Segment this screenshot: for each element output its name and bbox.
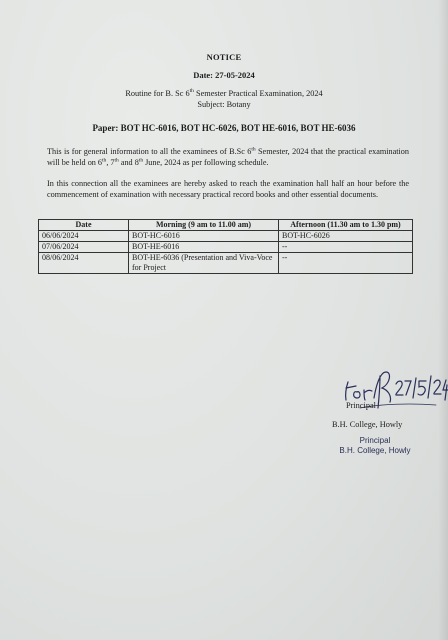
subject-line: Subject: Botany	[197, 100, 251, 109]
para1-d: and 8	[118, 158, 139, 167]
table-row	[39, 231, 413, 242]
routine-sup: th	[189, 88, 194, 95]
stamp-line1: Principal	[359, 436, 391, 445]
instruction-paragraph: In this connection all the examinees are hereby asked to reach the examination hall half an hour before the commencement of examination with necessary practical record books and other essential documents.	[47, 179, 409, 199]
cell-morning: BOT-HE-6036 (Presentation and Viva-Voce for Project	[129, 253, 279, 274]
notice-date: Date: 27-05-2024	[193, 70, 255, 80]
cell-morning: BOT-HC-6016	[129, 231, 279, 242]
cell-date: 08/06/2024	[39, 253, 129, 274]
cell-morning: BOT-HE-6016	[129, 242, 279, 253]
stamp-line2: B.H. College, Howly	[339, 446, 411, 455]
para1-c: , 7	[106, 158, 115, 167]
principal-title: Principal	[346, 401, 376, 410]
info-paragraph	[47, 146, 409, 168]
schedule-table	[38, 219, 413, 274]
routine-rest: Semester Practical Examination, 2024	[193, 89, 323, 98]
para1-sup4: th	[138, 157, 144, 164]
para1-sup1: th	[251, 146, 256, 153]
paper-line: Paper: BOT HC-6016, BOT HC-6026, BOT HE-6016, BOT HE-6036	[92, 123, 356, 133]
para1-sup3: th	[114, 157, 119, 164]
para1-e: June, 2024 as per following schedule.	[143, 158, 269, 167]
para1-b: Semester, 2024 that the practical examination will be held on 6	[47, 147, 409, 167]
routine-text: Routine for B. Sc 6	[125, 89, 190, 98]
para1-a: This is for general information to all the examinees of B.Sc 6	[47, 147, 252, 156]
college-name: B.H. College, Howly	[332, 420, 403, 429]
cell-date: 06/06/2024	[39, 231, 129, 242]
header-morning: Morning (9 am to 11.00 am)	[129, 220, 279, 231]
cell-afternoon: --	[279, 253, 413, 274]
header-afternoon: Afternoon (11.30 am to 1.30 pm)	[279, 220, 413, 231]
table-row	[39, 253, 413, 274]
cell-afternoon: --	[279, 242, 413, 253]
table-header-row	[39, 220, 413, 231]
cell-date: 07/06/2024	[39, 242, 129, 253]
routine-title	[0, 89, 448, 98]
handwritten-signature	[340, 368, 448, 418]
notice-heading: NOTICE	[206, 52, 242, 62]
para1-sup2: th	[102, 157, 107, 164]
cell-afternoon: BOT-HC-6026	[279, 231, 413, 242]
principal-stamp	[330, 436, 420, 456]
header-date: Date	[39, 220, 129, 231]
table-row	[39, 242, 413, 253]
